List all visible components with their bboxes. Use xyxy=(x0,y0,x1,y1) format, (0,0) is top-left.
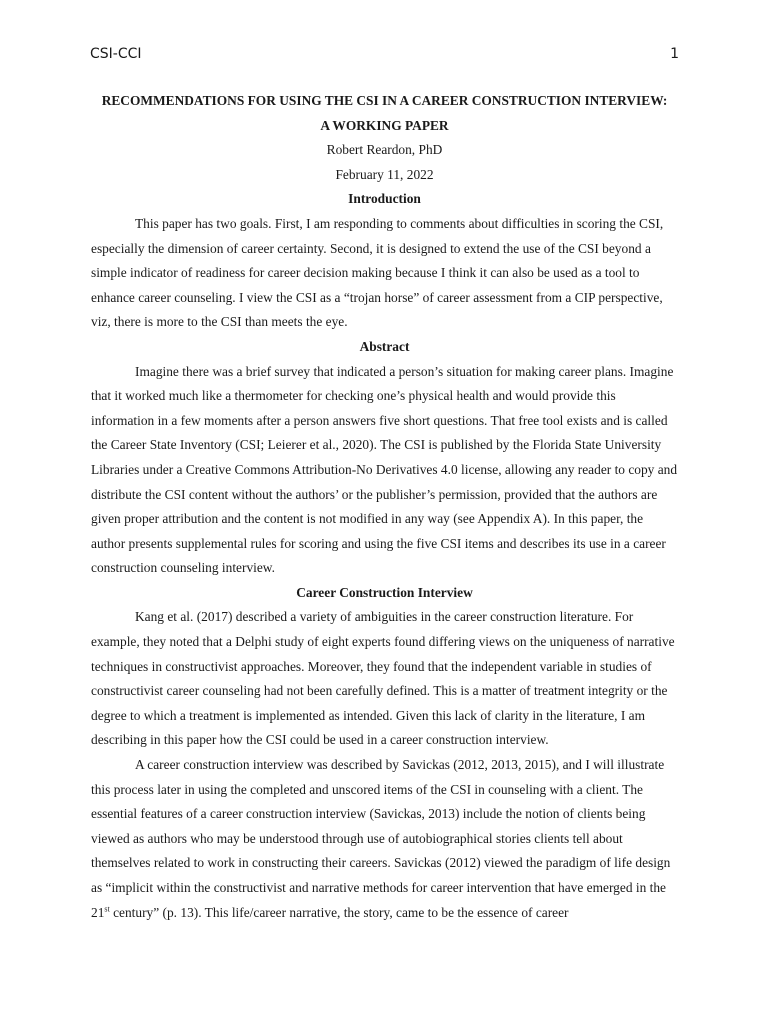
introduction-paragraph: This paper has two goals. First, I am responding to comments about difficulties in scoring the CSI, especially the dimension of career certainty. Second, it is designed to extend the use of the CSI beyond a simple indicator of readiness for career decision making because I think it can also be used as a tool to enhance career counseling. I view the CSI as a “trojan horse” of career assessment from a CIP perspective, viz, there is more to the CSI than meets the eye. xyxy=(91,215,664,330)
paragraph-2-tail: century” (p. 13). This life/career narrative, the story, came to be the essence of career xyxy=(109,904,569,920)
document-body xyxy=(91,89,678,925)
author-name: Robert Reardon, PhD xyxy=(326,142,443,158)
paragraph-2-text: A career construction interview was described by Savickas (2012, 2013, 2015), and I will illustrate this process later in using the completed and unscored items of the CSI in counseling with a client. The essential features of a career construction interview (Savickas, 2013) include the notion of clients being viewed as authors who may be understood through use of autobiographical stories clients tell about themselves related to work in constructing their careers. Savickas (2012) viewed the paradigm of life design as “implicit within the constructivist and narrative methods for career intervention that have emerged in the 21 xyxy=(91,757,671,920)
document-title-line-2: A WORKING PAPER xyxy=(320,117,449,133)
abstract-paragraph: Imagine there was a brief survey that indicated a person’s situation for making career plans. Imagine that it worked much like a thermometer for checking one’s physical health and would provide this information in a few moments after a person answers five short questions. That free tool exists and is called the Career State Inventory (CSI; Leierer et al., 2020). The CSI is published by the Florida State University Libraries under a Creative Commons Attribution-No Derivatives 4.0 license, allowing any reader to copy and distribute the CSI content without the authors’ or the publisher’s permission, provided that the authors are given proper attribution and the content is not modified in any way (see Appendix A). In this paper, the author presents supplemental rules for scoring and using the five CSI items and describes its use in a career construction counseling interview. xyxy=(91,363,678,576)
running-head: CSI-CCI xyxy=(90,46,142,62)
section-heading-abstract: Abstract xyxy=(359,338,410,354)
section-heading-introduction: Introduction xyxy=(348,191,421,207)
section-heading-career-construction-interview: Career Construction Interview xyxy=(296,584,473,600)
ordinal-suffix: st xyxy=(104,904,110,914)
career-construction-paragraph-2 xyxy=(91,753,678,925)
page-header xyxy=(90,46,679,66)
document-date: February 11, 2022 xyxy=(335,166,434,182)
document-title-line-1: RECOMMENDATIONS FOR USING THE CSI IN A CAREER CONSTRUCTION INTERVIEW: xyxy=(101,93,668,108)
page-number: 1 xyxy=(670,46,679,62)
career-construction-paragraph-1: Kang et al. (2017) described a variety of ambiguities in the career construction literature. For example, they noted that a Delphi study of eight experts found differing views on the uniqueness of narrative techniques in constructivist approaches. Moreover, they found that the independent variable in studies of constructivist career counseling had not been carefully defined. This is a matter of treatment integrity or the degree to which a treatment is implemented as intended. Given this lack of clarity in the literature, I am describing in this paper how the CSI could be used in a career construction interview. xyxy=(91,609,675,748)
